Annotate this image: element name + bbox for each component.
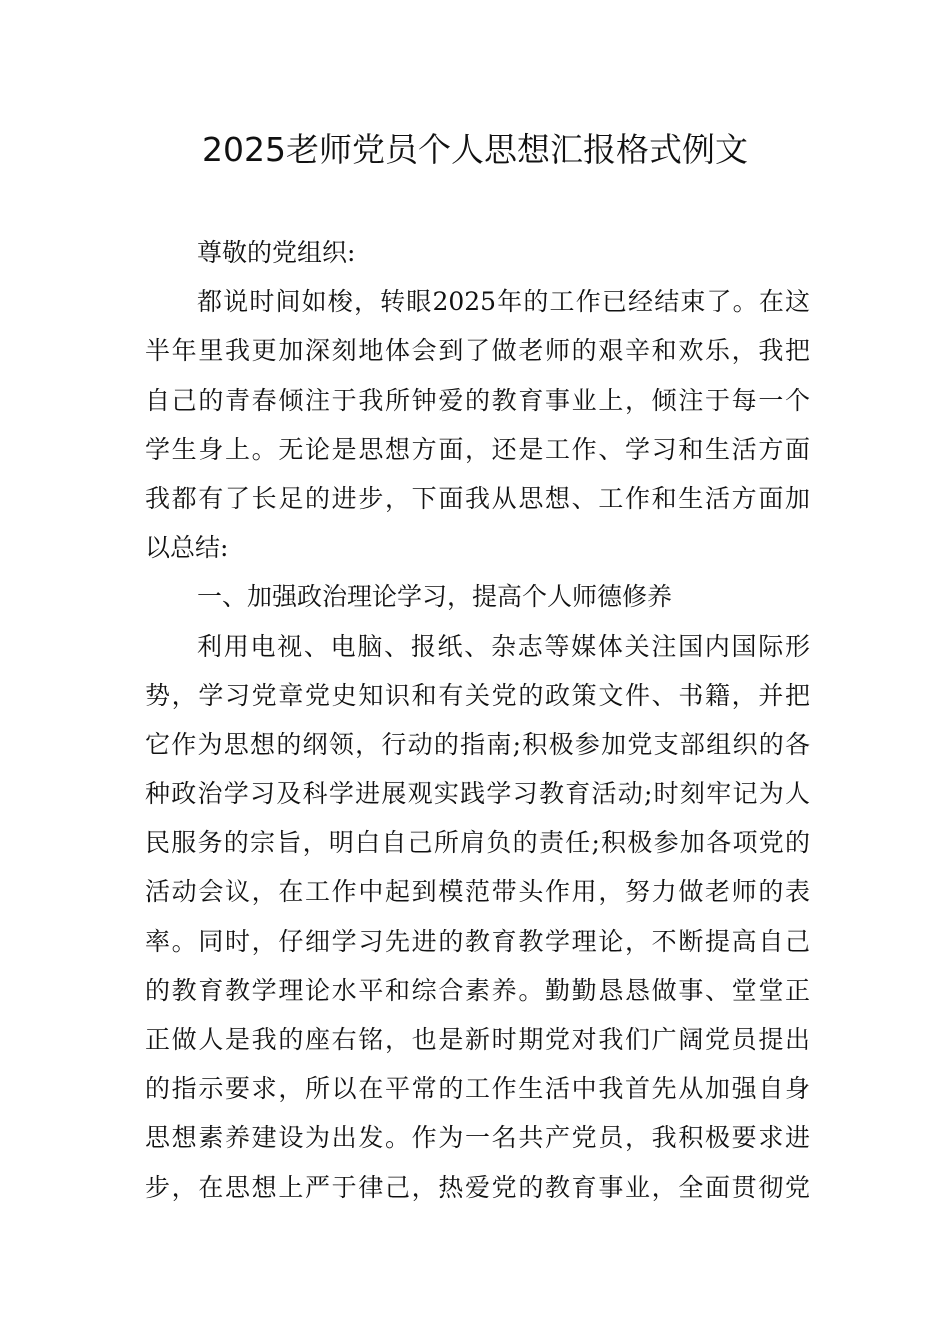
text-line: 半年里我更加深刻地体会到了做老师的艰辛和欢乐，我把 — [145, 336, 810, 366]
document-title: 2025老师党员个人思想汇报格式例文 — [202, 130, 748, 169]
text-line: 思想素养建设为出发。作为一名共产党员，我积极要求进 — [145, 1123, 810, 1153]
text-line: 一、加强政治理论学习，提高个人师德修养 — [197, 582, 673, 612]
document-body — [145, 228, 810, 1212]
text-line: 学生身上。无论是思想方面，还是工作、学习和生活方面 — [145, 434, 810, 464]
text-line: 都说时间如梭，转眼2025年的工作已经结束了。在这 — [197, 287, 810, 317]
text-line: 它作为思想的纲领，行动的指南;积极参加党支部组织的各 — [145, 729, 810, 759]
text-line: 步，在思想上严于律己，热爱党的教育事业，全面贯彻党 — [145, 1172, 810, 1202]
text-line: 活动会议，在工作中起到模范带头作用，努力做老师的表 — [145, 877, 810, 907]
text-line: 我都有了长足的进步，下面我从思想、工作和生活方面加 — [145, 483, 810, 513]
text-line: 势，学习党章党史知识和有关党的政策文件、书籍，并把 — [145, 680, 810, 710]
text-line: 正做人是我的座右铭，也是新时期党对我们广阔党员提出 — [145, 1025, 810, 1054]
text-line: 以总结: — [145, 533, 229, 563]
text-line: 民服务的宗旨，明白自己所肩负的责任;积极参加各项党的 — [145, 828, 810, 858]
text-line: 的教育教学理论水平和综合素养。勤勤恳恳做事、堂堂正 — [145, 975, 810, 1005]
text-line: 利用电视、电脑、报纸、杂志等媒体关注国内国际形 — [197, 631, 810, 661]
text-line: 的指示要求，所以在平常的工作生活中我首先从加强自身 — [145, 1074, 810, 1104]
text-line: 尊敬的党组织: — [197, 238, 356, 267]
text-line: 率。同时，仔细学习先进的教育教学理论，不断提高自己 — [145, 926, 810, 956]
text-line: 种政治学习及科学进展观实践学习教育活动;时刻牢记为人 — [145, 779, 810, 809]
text-line: 自己的青春倾注于我所钟爱的教育事业上，倾注于每一个 — [145, 385, 810, 415]
